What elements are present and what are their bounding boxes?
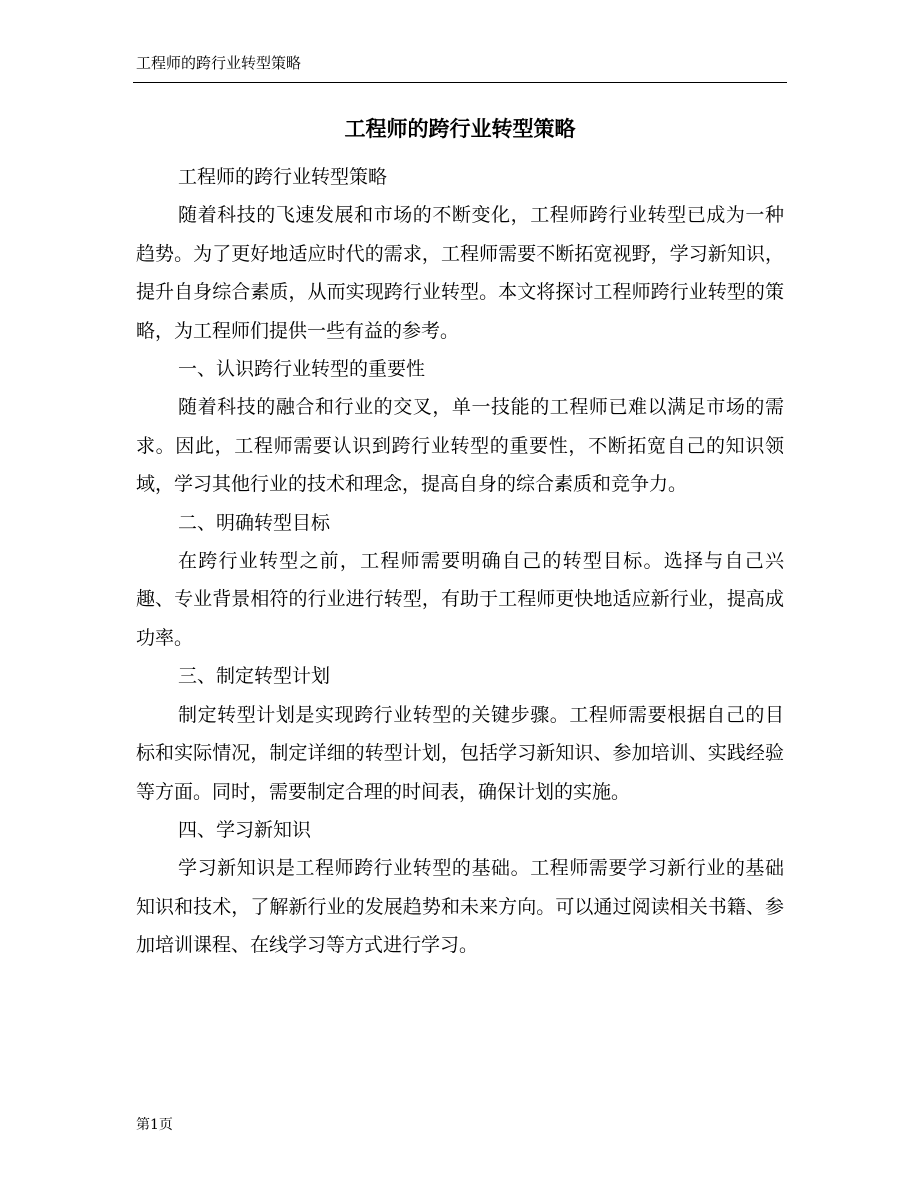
paragraph-section-2: 在跨行业转型之前，工程师需要明确自己的转型目标。选择与自己兴趣、专业背景相符的行业进行转型，有助于工程师更快地适应新行业，提高成功率。 [136, 550, 784, 649]
paragraph-intro: 随着科技的飞速发展和市场的不断变化，工程师跨行业转型已成为一种趋势。为了更好地适应时代的需求，工程师需要不断拓宽视野，学习新知识，提升自身综合素质，从而实现跨行业转型。本文将探讨工程师跨行业转型的策略，为工程师们提供一些有益的参考。 [136, 204, 784, 342]
section-heading-4: 四、学习新知识 [178, 818, 312, 841]
section-heading-2: 二、明确转型目标 [178, 511, 331, 534]
paragraph-section-3: 制定转型计划是实现跨行业转型的关键步骤。工程师需要根据自己的目标和实际情况，制定详细的转型计划，包括学习新知识、参加培训、实践经验等方面。同时，需要制定合理的时间表，确保计划的实施。 [136, 703, 784, 803]
paragraph-subtitle: 工程师的跨行业转型策略 [178, 166, 388, 188]
paragraph-section-1: 随着科技的融合和行业的交叉，单一技能的工程师已难以满足市场的需求。因此，工程师需要认识到跨行业转型的重要性，不断拓宽自己的知识领域，学习其他行业的技术和理念，提高自身的综合素质和竞争力。 [136, 396, 784, 496]
page-number: 第1页 [136, 1117, 173, 1133]
section-heading-3: 三、制定转型计划 [178, 665, 331, 688]
header-divider [133, 82, 787, 83]
section-heading-1: 一、认识跨行业转型的重要性 [178, 358, 426, 381]
running-header: 工程师的跨行业转型策略 [136, 54, 302, 72]
document-body [136, 158, 784, 965]
paragraph-section-4: 学习新知识是工程师跨行业转型的基础。工程师需要学习新行业的基础知识和技术，了解新行业的发展趋势和未来方向。可以通过阅读相关书籍、参加培训课程、在线学习等方式进行学习。 [136, 857, 784, 957]
document-title: 工程师的跨行业转型策略 [344, 117, 576, 141]
